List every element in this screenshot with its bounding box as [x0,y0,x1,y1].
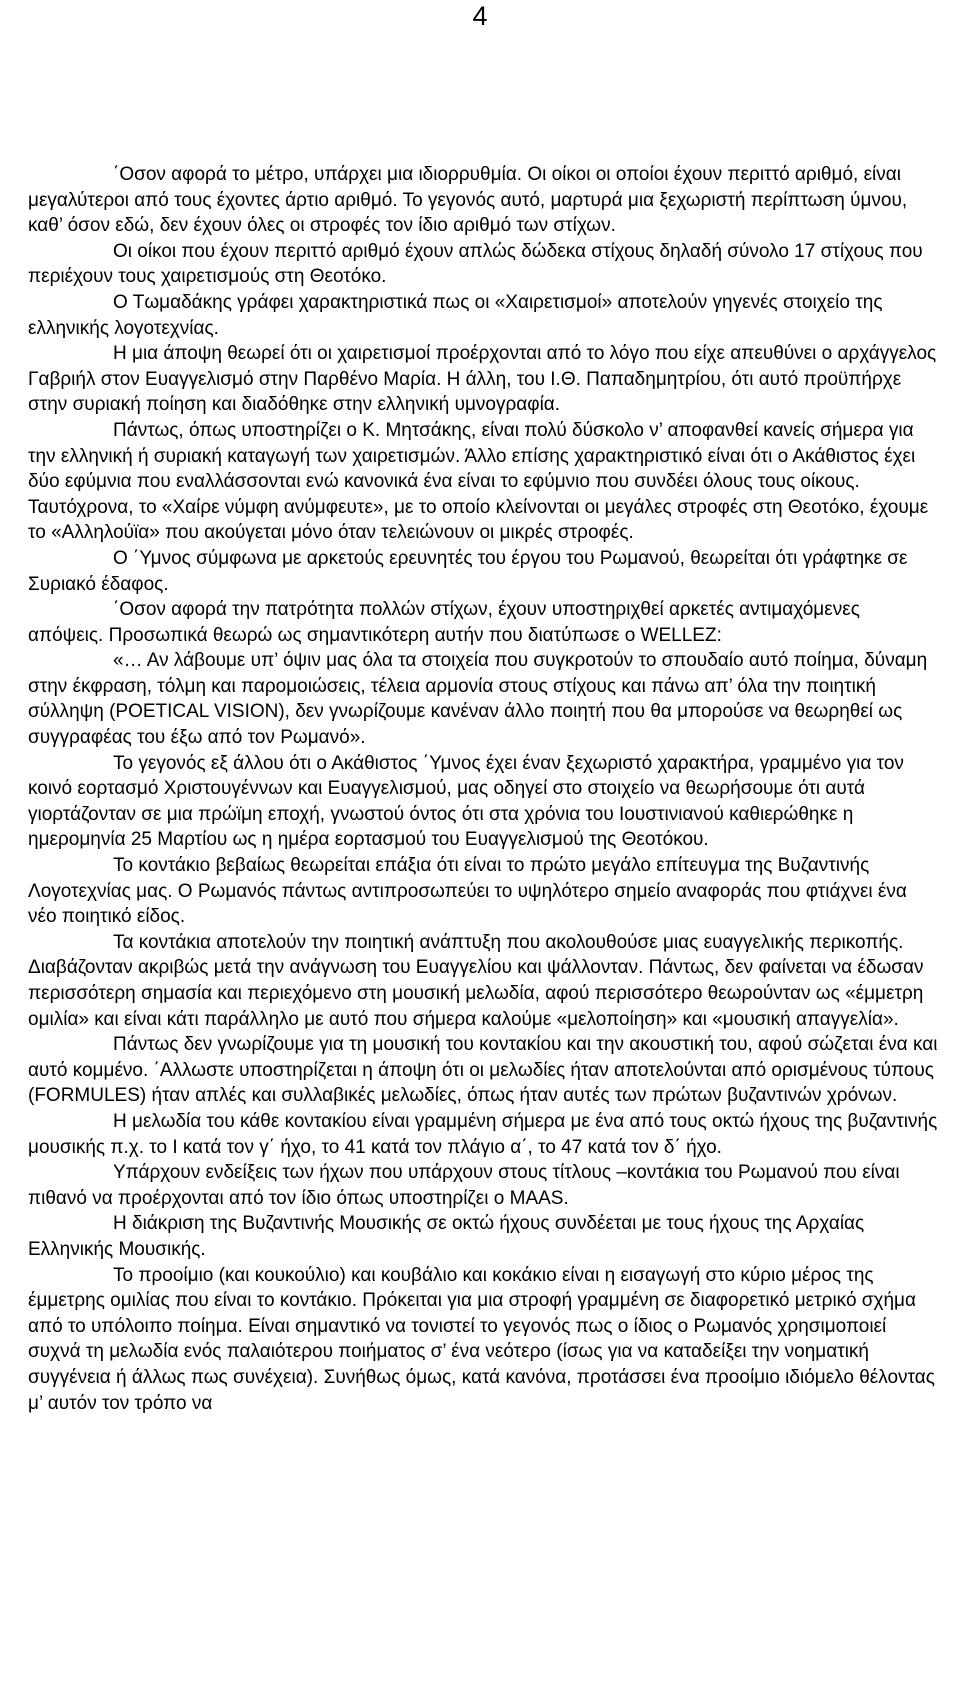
paragraph-eight-modes: Η διάκριση της Βυζαντινής Μουσικής σε οκτώ ήχους συνδέεται με τους ήχους της Αρχαίας Ελληνικής Μουσικής. [28,1213,865,1260]
paragraph-meter: ΄Οσον αφορά το μέτρο, υπάρχει μια ιδιορρυθμία. Οι οίκοι οι οποίοι έχουν περιττό αριθμό, είναι μεγαλύτεροι από τους έχοντες άρτιο αριθμό. Το γεγονός αυτό, μαρτυρά μια ξεχωριστή περίπτωση ύμνου, καθ’ όσον εδώ, δεν έχουν όλες οι στροφές τον ίδιο αριθμό των στίχων. [28,164,908,237]
paragraph-wellez-quote: «… Αν λάβουμε υπ’ όψιν μας όλα τα στοιχεία που συγκροτούν το σπουδαίο αυτό ποίημα, δύναμη στην έκφραση, τόλμη και παρομοιώσεις, τέλεια αρμονία στους στίχους και πάνω απ’ όλα την ποιητική σύλληψη (POETICAL VISION), δεν γνωρίζουμε κανέναν άλλο ποιητή που θα μπορούσε να θεωρηθεί ως συγγραφέας του έξω από τον Ρωμανό». [28,650,928,749]
paragraph-music-acoustics: Πάντως δεν γνωρίζουμε για τη μουσική του κοντακίου και την ακουστική του, αφού σώζεται ένα και αυτό κομμένο. ΄Αλλωστε υποστηρίζεται η άποψη ότι οι μελωδίες ήταν αποτελούνται από ορισμένους τύπους (FORMULES) ήταν απλές και συλλαβικές μελωδίες, όπως ήταν αυτές των πρώτων βυζαντινών χρόνων. [28,1034,938,1107]
paragraph-origin-views: Η μια άποψη θεωρεί ότι οι χαιρετισμοί προέρχονται από το λόγο που είχε απευθύνει ο αρχάγγελος Γαβριήλ στον Ευαγγελισμό στην Παρθένο Μαρία. Η άλλη, του Ι.Θ. Παπαδημητρίου, ότι αυτό προϋπήρχε στην συριακή ποίηση και διαδόθηκε στην ελληνική υμνογραφία. [28,343,937,416]
paragraph-prooimion: Το προοίμιο (και κουκούλιο) και κουβάλιο και κοκάκιο είναι η εισαγωγή στο κύριο μέρος της έμμετρης ομιλίας που είναι το κοντάκιο. Πρόκειται για μια στροφή γραμμένη σε διαφορετικό μετρικό σχήμα από το υπόλοιπο ποίημα. Είναι σημαντικό να τονιστεί το γεγονός πως ο ίδιος ο Ρωμανός χρησιμοποιεί συχνά τη μελωδία ενός παλαιότερου ποιήματος σ’ ένα νεότερο (ίσως για να καταδείξει την νοηματική συγγένεια ή άλλως πως συνέχεια). Συνήθως όμως, κατά κανόνα, προτάσσει ένα προοίμιο ιδιόμελο θέλοντας μ’ αυτόν τον τρόπο να [28,1264,935,1414]
paragraph-syrian-soil: Ο ΄Υμνος σύμφωνα με αρκετούς ερευνητές του έργου του Ρωμανού, θεωρείται ότι γράφτηκε σε Συριακό έδαφος. [28,547,908,595]
page-number: 4 [472,1,488,31]
paragraph-mitsakis: Πάντως, όπως υποστηρίζει ο Κ. Μητσάκης, είναι πολύ δύσκολο ν’ αποφανθεί κανείς σήμερα για την ελληνική ή συριακή καταγωγή των χαιρετισμών. Άλλο επίσης χαρακτηριστικό είναι ότι ο Ακάθιστος έχει δύο εφύμνια που εναλλάσσονται ενώ κανονικά ένα είναι το εφύμνιο που συνδέει όλους τους οίκους. Ταυτόχρονα, το «Χαίρε νύμφη ανύμφευτε», με το οποίο κλείνονται οι μεγάλες στροφές στη Θεοτόκο, έχουμε το «Αλληλούϊα» που ακούγεται μόνο όταν τελειώνουν οι μικρές στροφές. [28,419,929,544]
paragraph-tomadakis: Ο Τωμαδάκης γράφει χαρακτηριστικά πως οι «Χαιρετισμοί» αποτελούν γηγενές στοιχείο της ελληνικής λογοτεχνίας. [28,291,883,339]
paragraph-annunciation: Το γεγονός εξ άλλου ότι ο Ακάθιστος ΄Υμνος έχει έναν ξεχωριστό χαρακτήρα, γραμμένο για τον κοινό εορτασμό Χριστουγέννων και Ευαγγελισμού, μας οδηγεί στο στοιχείο να θεωρήσουμε ότι αυτά γιορτάζονταν σε μια πρώϊμη εποχή, γνωστού όντος ότι στα χρόνια του Ιουστινιανού καθιερώθηκε η ημερομηνία 25 Μαρτίου ως η ημέρα εορτασμού του Ευαγγελισμού της Θεοτόκου. [28,752,904,851]
paragraph-mode-indications: Υπάρχουν ενδείξεις των ήχων που υπάρχουν στους τίτλους –κοντάκια του Ρωμανού που είναι πιθανό να προέρχονται από τον ίδιο όπως υποστηρίζει ο MAAS. [28,1162,900,1209]
paragraph-authorship: ΄Οσον αφορά την πατρότητα πολλών στίχων, έχουν υποστηριχθεί αρκετές αντιμαχόμενες απόψεις. Προσωπικά θεωρώ ως σημαντικότερη αυτήν που διατύπωσε ο WELLEZ: [28,599,860,646]
paragraph-kontakia-development: Τα κοντάκια αποτελούν την ποιητική ανάπτυξη που ακολουθούσε μιας ευαγγελικής περικοπής. Διαβάζονταν ακριβώς μετά την ανάγνωση του Ευαγγελίου και ψάλλονταν. Πάντως, δεν φαίνεται να έδωσαν περισσότερη σημασία και περιεχόμενο στη μουσική μελωδία, αφού περισσότερο θεωρούνταν ως «έμμετρη ομιλία» και είναι κάτι παράλληλο με αυτό που σήμερα καλούμε «μελοποίηση» και «μουσική απαγγελία». [28,931,924,1030]
paragraph-kontakion-achievement: Το κοντάκιο βεβαίως θεωρείται επάξια ότι είναι το πρώτο μεγάλο επίτευγμα της Βυζαντινής Λογοτεχνίας μας. Ο Ρωμανός πάντως αντιπροσωπεύει το υψηλότερο σημείο αναφοράς που φτιάχνει ένα νέο ποιητικό είδος. [28,855,907,928]
document-body [28,162,938,1416]
paragraph-odd-houses: Οι οίκοι που έχουν περιττό αριθμό έχουν απλώς δώδεκα στίχους δηλαδή σύνολο 17 στίχους που περιέχουν τους χαιρετισμούς στη Θεοτόκο. [28,240,923,288]
paragraph-melody-modes: Η μελωδία του κάθε κοντακίου είναι γραμμένη σήμερα με ένα από τους οκτώ ήχους της βυζαντινής μουσικής π.χ. το Ι κατά τον γ΄ ήχο, το 41 κατά τον πλάγιο α΄, το 47 κατά τον δ΄ ήχο. [28,1110,938,1158]
